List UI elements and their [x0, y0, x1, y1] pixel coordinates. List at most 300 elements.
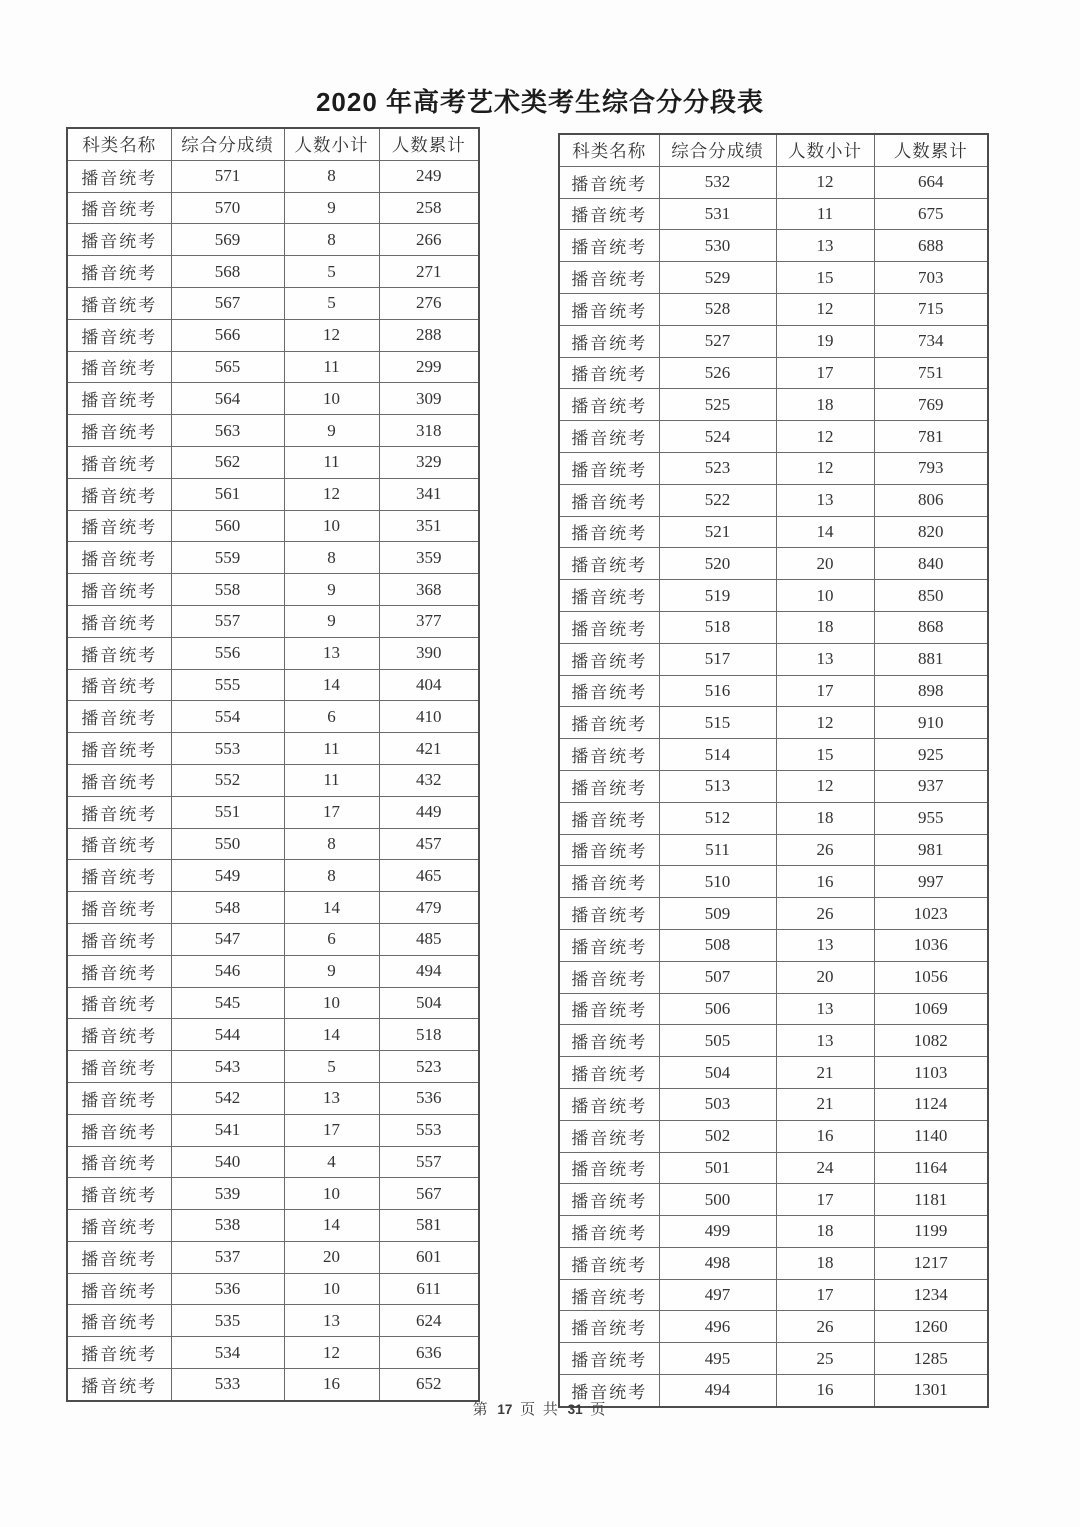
cumulative-cell: 309: [379, 383, 479, 415]
table-row: [67, 446, 479, 478]
subtotal-cell: 8: [284, 860, 379, 892]
score-cell: 498: [659, 1247, 776, 1279]
cumulative-cell: 504: [379, 987, 479, 1019]
table-row: [67, 415, 479, 447]
category-cell: 播音统考: [67, 764, 171, 796]
cumulative-cell: 734: [874, 325, 988, 357]
score-cell: 534: [171, 1337, 284, 1369]
table-row: [67, 764, 479, 796]
total-pages: 31: [567, 1402, 583, 1417]
subtotal-cell: 12: [284, 319, 379, 351]
category-cell: 播音统考: [67, 574, 171, 606]
cumulative-cell: 1234: [874, 1279, 988, 1311]
subtotal-cell: 8: [284, 828, 379, 860]
category-cell: 播音统考: [67, 1146, 171, 1178]
subtotal-cell: 9: [284, 955, 379, 987]
cumulative-cell: 820: [874, 516, 988, 548]
table-row: [559, 707, 988, 739]
cumulative-cell: 688: [874, 230, 988, 262]
category-cell: 播音统考: [559, 1184, 659, 1216]
table-row: [67, 796, 479, 828]
cumulative-cell: 806: [874, 484, 988, 516]
table-row: [67, 351, 479, 383]
score-cell: 538: [171, 1210, 284, 1242]
category-cell: 播音统考: [67, 510, 171, 542]
score-cell: 518: [659, 611, 776, 643]
score-cell: 523: [659, 452, 776, 484]
score-cell: 560: [171, 510, 284, 542]
score-cell: 542: [171, 1082, 284, 1114]
cumulative-cell: 1140: [874, 1120, 988, 1152]
category-cell: 播音统考: [559, 929, 659, 961]
column-header-category: 科类名称: [559, 134, 659, 166]
column-header-category: 科类名称: [67, 128, 171, 160]
table-row: [559, 1088, 988, 1120]
subtotal-cell: 12: [776, 452, 874, 484]
subtotal-cell: 6: [284, 923, 379, 955]
table-row: [559, 770, 988, 802]
score-cell: 540: [171, 1146, 284, 1178]
table-row: [559, 548, 988, 580]
category-cell: 播音统考: [559, 961, 659, 993]
score-cell: 525: [659, 389, 776, 421]
category-cell: 播音统考: [67, 1019, 171, 1051]
cumulative-cell: 288: [379, 319, 479, 351]
score-cell: 508: [659, 929, 776, 961]
score-cell: 563: [171, 415, 284, 447]
table-row: [67, 319, 479, 351]
header-row: [559, 134, 988, 166]
category-cell: 播音统考: [67, 160, 171, 192]
score-cell: 512: [659, 802, 776, 834]
cumulative-cell: 937: [874, 770, 988, 802]
cumulative-cell: 465: [379, 860, 479, 892]
score-cell: 497: [659, 1279, 776, 1311]
subtotal-cell: 12: [776, 707, 874, 739]
score-cell: 555: [171, 669, 284, 701]
cumulative-cell: 1164: [874, 1152, 988, 1184]
subtotal-cell: 14: [284, 892, 379, 924]
footer-label: 页: [520, 1402, 538, 1418]
category-cell: 播音统考: [559, 325, 659, 357]
category-cell: 播音统考: [559, 993, 659, 1025]
score-cell: 569: [171, 224, 284, 256]
cumulative-cell: 715: [874, 293, 988, 325]
cumulative-cell: 449: [379, 796, 479, 828]
subtotal-cell: 4: [284, 1146, 379, 1178]
table-row: [559, 929, 988, 961]
cumulative-cell: 479: [379, 892, 479, 924]
cumulative-cell: 1056: [874, 961, 988, 993]
cumulative-cell: 881: [874, 643, 988, 675]
cumulative-cell: 664: [874, 166, 988, 198]
subtotal-cell: 26: [776, 898, 874, 930]
cumulative-cell: 421: [379, 733, 479, 765]
score-cell: 550: [171, 828, 284, 860]
cumulative-cell: 1217: [874, 1247, 988, 1279]
subtotal-cell: 17: [776, 1184, 874, 1216]
table-row: [559, 1025, 988, 1057]
cumulative-cell: 536: [379, 1082, 479, 1114]
category-cell: 播音统考: [67, 542, 171, 574]
category-cell: 播音统考: [67, 605, 171, 637]
subtotal-cell: 25: [776, 1343, 874, 1375]
score-cell: 522: [659, 484, 776, 516]
table-row: [67, 1369, 479, 1401]
category-cell: 播音统考: [67, 415, 171, 447]
cumulative-cell: 518: [379, 1019, 479, 1051]
category-cell: 播音统考: [67, 478, 171, 510]
subtotal-cell: 11: [284, 764, 379, 796]
cumulative-cell: 368: [379, 574, 479, 606]
cumulative-cell: 276: [379, 287, 479, 319]
table-row: [67, 574, 479, 606]
score-cell: 546: [171, 955, 284, 987]
score-cell: 536: [171, 1273, 284, 1305]
cumulative-cell: 1023: [874, 898, 988, 930]
table-row: [559, 325, 988, 357]
category-cell: 播音统考: [67, 224, 171, 256]
score-cell: 533: [171, 1369, 284, 1401]
category-cell: 播音统考: [559, 166, 659, 198]
table-row: [67, 542, 479, 574]
subtotal-cell: 13: [284, 1082, 379, 1114]
cumulative-cell: 266: [379, 224, 479, 256]
tables-container: [66, 127, 989, 1408]
subtotal-cell: 10: [776, 580, 874, 612]
category-cell: 播音统考: [67, 446, 171, 478]
score-cell: 499: [659, 1216, 776, 1248]
table-row: [67, 1241, 479, 1273]
table-row: [559, 230, 988, 262]
header-row: [67, 128, 479, 160]
score-cell: 496: [659, 1311, 776, 1343]
cumulative-cell: 850: [874, 580, 988, 612]
page-number: 17: [497, 1402, 513, 1417]
table-row: [559, 993, 988, 1025]
subtotal-cell: 14: [284, 669, 379, 701]
subtotal-cell: 18: [776, 389, 874, 421]
category-cell: 播音统考: [559, 1088, 659, 1120]
table-row: [67, 860, 479, 892]
cumulative-cell: 997: [874, 866, 988, 898]
subtotal-cell: 16: [284, 1369, 379, 1401]
cumulative-cell: 751: [874, 357, 988, 389]
score-cell: 537: [171, 1241, 284, 1273]
score-cell: 541: [171, 1114, 284, 1146]
score-cell: 517: [659, 643, 776, 675]
cumulative-cell: 318: [379, 415, 479, 447]
category-cell: 播音统考: [67, 1082, 171, 1114]
table-row: [559, 866, 988, 898]
score-cell: 504: [659, 1057, 776, 1089]
category-cell: 播音统考: [559, 611, 659, 643]
table-row: [559, 1343, 988, 1375]
score-cell: 513: [659, 770, 776, 802]
cumulative-cell: 557: [379, 1146, 479, 1178]
score-cell: 528: [659, 293, 776, 325]
category-cell: 播音统考: [67, 1210, 171, 1242]
cumulative-cell: 636: [379, 1337, 479, 1369]
cumulative-cell: 781: [874, 421, 988, 453]
table-row: [559, 166, 988, 198]
subtotal-cell: 6: [284, 701, 379, 733]
table-row: [559, 198, 988, 230]
score-cell: 509: [659, 898, 776, 930]
score-cell: 562: [171, 446, 284, 478]
category-cell: 播音统考: [67, 383, 171, 415]
table-row: [559, 421, 988, 453]
table-row: [67, 605, 479, 637]
table-row: [559, 1184, 988, 1216]
category-cell: 播音统考: [559, 421, 659, 453]
cumulative-cell: 553: [379, 1114, 479, 1146]
score-cell: 502: [659, 1120, 776, 1152]
cumulative-cell: 351: [379, 510, 479, 542]
subtotal-cell: 13: [776, 1025, 874, 1057]
table-row: [559, 1247, 988, 1279]
subtotal-cell: 13: [284, 637, 379, 669]
category-cell: 播音统考: [559, 262, 659, 294]
category-cell: 播音统考: [67, 987, 171, 1019]
score-cell: 559: [171, 542, 284, 574]
subtotal-cell: 10: [284, 383, 379, 415]
subtotal-cell: 10: [284, 1273, 379, 1305]
subtotal-cell: 20: [776, 548, 874, 580]
table-row: [67, 637, 479, 669]
score-cell: 566: [171, 319, 284, 351]
subtotal-cell: 12: [776, 293, 874, 325]
table-row: [559, 739, 988, 771]
category-cell: 播音统考: [559, 898, 659, 930]
table-row: [559, 611, 988, 643]
cumulative-cell: 601: [379, 1241, 479, 1273]
cumulative-cell: 1301: [874, 1375, 988, 1407]
table-row: [559, 293, 988, 325]
score-cell: 494: [659, 1375, 776, 1407]
score-cell: 557: [171, 605, 284, 637]
table-row: [559, 1279, 988, 1311]
cumulative-cell: 404: [379, 669, 479, 701]
table-row: [559, 802, 988, 834]
category-cell: 播音统考: [67, 1337, 171, 1369]
score-cell: 501: [659, 1152, 776, 1184]
category-cell: 播音统考: [559, 802, 659, 834]
table-row: [559, 580, 988, 612]
cumulative-cell: 1082: [874, 1025, 988, 1057]
table-row: [67, 1051, 479, 1083]
cumulative-cell: 377: [379, 605, 479, 637]
table-row: [67, 987, 479, 1019]
category-cell: 播音统考: [559, 357, 659, 389]
subtotal-cell: 13: [776, 230, 874, 262]
cumulative-cell: 1124: [874, 1088, 988, 1120]
score-cell: 567: [171, 287, 284, 319]
table-row: [67, 1146, 479, 1178]
category-cell: 播音统考: [559, 834, 659, 866]
cumulative-cell: 249: [379, 160, 479, 192]
table-row: [67, 1114, 479, 1146]
score-cell: 519: [659, 580, 776, 612]
table-row: [559, 389, 988, 421]
subtotal-cell: 5: [284, 287, 379, 319]
category-cell: 播音统考: [67, 637, 171, 669]
score-cell: 531: [659, 198, 776, 230]
subtotal-cell: 8: [284, 224, 379, 256]
category-cell: 播音统考: [67, 256, 171, 288]
footer-label: 第: [472, 1402, 490, 1418]
category-cell: 播音统考: [67, 923, 171, 955]
subtotal-cell: 17: [776, 357, 874, 389]
score-cell: 535: [171, 1305, 284, 1337]
cumulative-cell: 624: [379, 1305, 479, 1337]
table-row: [67, 1210, 479, 1242]
category-cell: 播音统考: [559, 1375, 659, 1407]
category-cell: 播音统考: [67, 669, 171, 701]
subtotal-cell: 12: [776, 166, 874, 198]
category-cell: 播音统考: [67, 733, 171, 765]
category-cell: 播音统考: [67, 860, 171, 892]
table-row: [67, 1178, 479, 1210]
table-row: [559, 898, 988, 930]
subtotal-cell: 16: [776, 866, 874, 898]
score-cell: 526: [659, 357, 776, 389]
subtotal-cell: 17: [284, 1114, 379, 1146]
column-header-subtotal: 人数小计: [284, 128, 379, 160]
cumulative-cell: 567: [379, 1178, 479, 1210]
subtotal-cell: 18: [776, 802, 874, 834]
subtotal-cell: 12: [776, 421, 874, 453]
score-cell: 521: [659, 516, 776, 548]
cumulative-cell: 1069: [874, 993, 988, 1025]
table-row: [67, 828, 479, 860]
score-cell: 500: [659, 1184, 776, 1216]
cumulative-cell: 485: [379, 923, 479, 955]
page-title: 2020 年高考艺术类考生综合分分段表: [315, 87, 765, 117]
subtotal-cell: 19: [776, 325, 874, 357]
score-cell: 515: [659, 707, 776, 739]
category-cell: 播音统考: [559, 1311, 659, 1343]
cumulative-cell: 359: [379, 542, 479, 574]
table-row: [67, 224, 479, 256]
subtotal-cell: 8: [284, 542, 379, 574]
category-cell: 播音统考: [67, 1273, 171, 1305]
subtotal-cell: 26: [776, 1311, 874, 1343]
table-row: [559, 961, 988, 993]
category-cell: 播音统考: [559, 230, 659, 262]
score-cell: 530: [659, 230, 776, 262]
cumulative-cell: 329: [379, 446, 479, 478]
category-cell: 播音统考: [67, 1305, 171, 1337]
cumulative-cell: 271: [379, 256, 479, 288]
subtotal-cell: 16: [776, 1375, 874, 1407]
score-cell: 561: [171, 478, 284, 510]
table-row: [559, 1152, 988, 1184]
category-cell: 播音统考: [67, 351, 171, 383]
cumulative-cell: 769: [874, 389, 988, 421]
cumulative-cell: 410: [379, 701, 479, 733]
category-cell: 播音统考: [67, 192, 171, 224]
score-cell: 539: [171, 1178, 284, 1210]
category-cell: 播音统考: [67, 1241, 171, 1273]
cumulative-cell: 341: [379, 478, 479, 510]
cumulative-cell: 675: [874, 198, 988, 230]
category-cell: 播音统考: [559, 1025, 659, 1057]
footer-label: 共: [542, 1402, 560, 1418]
table-row: [67, 701, 479, 733]
category-cell: 播音统考: [67, 287, 171, 319]
score-cell: 556: [171, 637, 284, 669]
cumulative-cell: 390: [379, 637, 479, 669]
score-cell: 510: [659, 866, 776, 898]
score-cell: 571: [171, 160, 284, 192]
subtotal-cell: 11: [284, 351, 379, 383]
score-cell: 554: [171, 701, 284, 733]
score-cell: 507: [659, 961, 776, 993]
category-cell: 播音统考: [67, 1114, 171, 1146]
cumulative-cell: 1103: [874, 1057, 988, 1089]
category-cell: 播音统考: [559, 1120, 659, 1152]
subtotal-cell: 21: [776, 1057, 874, 1089]
table-row: [559, 516, 988, 548]
category-cell: 播音统考: [559, 548, 659, 580]
table-row: [67, 892, 479, 924]
subtotal-cell: 17: [284, 796, 379, 828]
subtotal-cell: 17: [776, 675, 874, 707]
category-cell: 播音统考: [559, 770, 659, 802]
cumulative-cell: 1181: [874, 1184, 988, 1216]
table-row: [67, 669, 479, 701]
cumulative-cell: 1260: [874, 1311, 988, 1343]
score-cell: 552: [171, 764, 284, 796]
score-cell: 532: [659, 166, 776, 198]
cumulative-cell: 955: [874, 802, 988, 834]
table-row: [67, 287, 479, 319]
score-cell: 516: [659, 675, 776, 707]
table-row: [559, 262, 988, 294]
subtotal-cell: 11: [284, 446, 379, 478]
cumulative-cell: 652: [379, 1369, 479, 1401]
category-cell: 播音统考: [559, 1279, 659, 1311]
table-row: [559, 1057, 988, 1089]
score-cell: 570: [171, 192, 284, 224]
subtotal-cell: 13: [776, 929, 874, 961]
category-cell: 播音统考: [67, 796, 171, 828]
score-table-left: [66, 127, 480, 1402]
category-cell: 播音统考: [559, 516, 659, 548]
score-cell: 506: [659, 993, 776, 1025]
cumulative-cell: 1285: [874, 1343, 988, 1375]
table-row: [67, 192, 479, 224]
score-cell: 527: [659, 325, 776, 357]
score-cell: 548: [171, 892, 284, 924]
category-cell: 播音统考: [559, 643, 659, 675]
score-cell: 514: [659, 739, 776, 771]
score-cell: 520: [659, 548, 776, 580]
category-cell: 播音统考: [559, 452, 659, 484]
subtotal-cell: 13: [776, 484, 874, 516]
score-cell: 553: [171, 733, 284, 765]
score-cell: 549: [171, 860, 284, 892]
category-cell: 播音统考: [67, 319, 171, 351]
table-row: [559, 452, 988, 484]
category-cell: 播音统考: [67, 1369, 171, 1401]
score-cell: 547: [171, 923, 284, 955]
subtotal-cell: 20: [776, 961, 874, 993]
cumulative-cell: 981: [874, 834, 988, 866]
category-cell: 播音统考: [67, 701, 171, 733]
table-row: [67, 1337, 479, 1369]
